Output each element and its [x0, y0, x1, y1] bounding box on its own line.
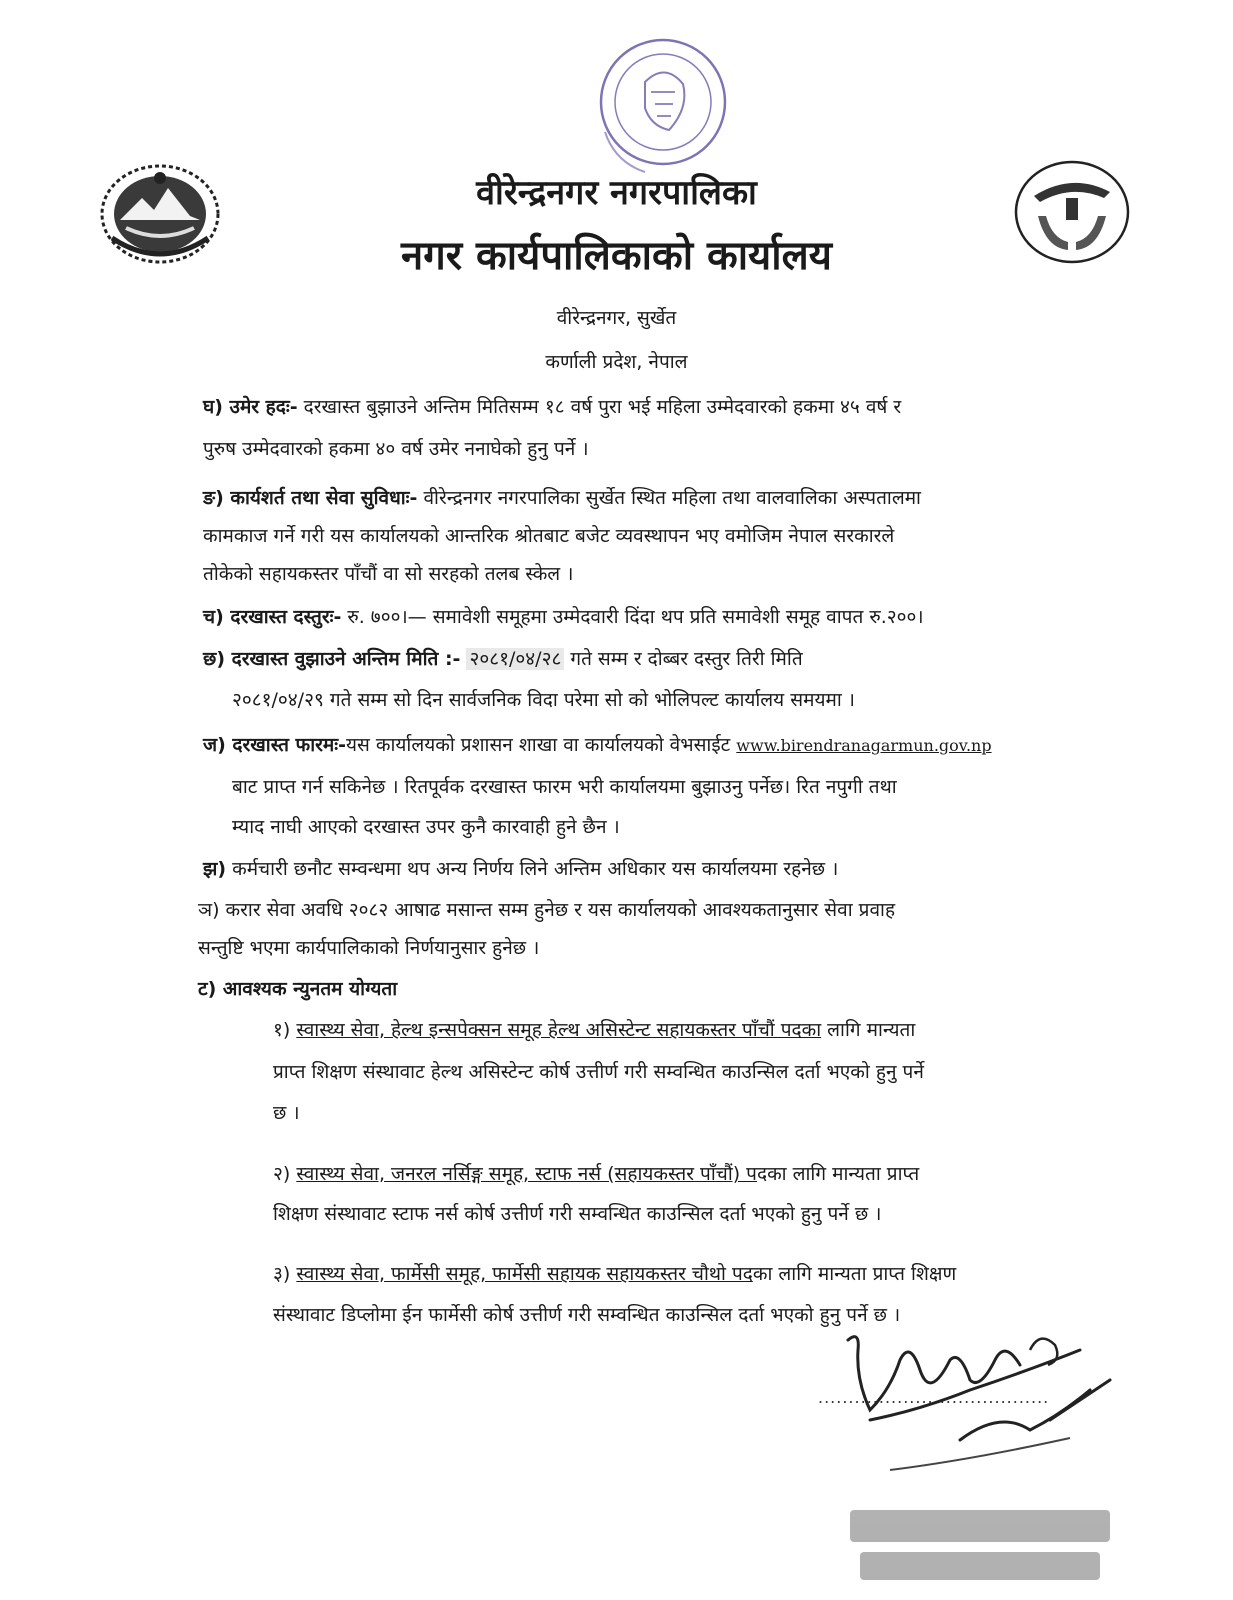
form-line-3: म्याद नाघी आएको दरखास्त उपर कुनै कारवाही हुने छैन । [232, 816, 620, 838]
office-name: नगर कार्यपालिकाको कार्यालय [401, 233, 832, 279]
authority-label: झ) [203, 858, 227, 880]
address-province: कर्णाली प्रदेश, नेपाल [545, 351, 688, 373]
authority-line: झ) कर्मचारी छनौट सम्वन्धमा थप अन्य निर्णय लिने अन्तिम अधिकार यस कार्यालयमा रहनेछ । [203, 858, 839, 880]
official-name-stamp [850, 1510, 1110, 1580]
qualification-item-3-line-2: संस्थावाट डिप्लोमा ईन फार्मेसी कोर्ष उत्तीर्ण गरी सम्वन्धित काउन्सिल दर्ता भएको हुनु पर्ने छ । [273, 1304, 901, 1326]
age-limit-label: घ) उमेर हदः- [203, 396, 298, 418]
terms-line-3: तोकेको सहायकस्तर पाँचौं वा सो सरहको तलब स्केल । [203, 563, 574, 585]
qualification-item-1-line-1: १) स्वास्थ्य सेवा, हेल्थ इन्सपेक्सन समूह हेल्थ असिस्टेन्ट सहायकस्तर पाँचौं पदका लागि मान्यता [273, 1019, 916, 1041]
deadline-line-2: २०८१/०४/२९ गते सम्म सो दिन सार्वजनिक विदा परेमा सो को भोलिपल्ट कार्यालय समयमा । [232, 689, 855, 711]
website-link[interactable]: www.birendranagarmun.gov.np [736, 736, 992, 755]
qualification-item-2-line-1: २) स्वास्थ्य सेवा, जनरल नर्सिङ्ग समूह, स्टाफ नर्स (सहायकस्तर पाँचौं) पदका लागि मान्यता प्राप्त [273, 1163, 920, 1185]
qualification-item-1-post: स्वास्थ्य सेवा, हेल्थ इन्सपेक्सन समूह हेल्थ असिस्टेन्ट सहायकस्तर पाँचौं पदका [296, 1019, 822, 1041]
qualification-item-3-line-1: ३) स्वास्थ्य सेवा, फार्मेसी समूह, फार्मेसी सहायक सहायकस्तर चौथो पदका लागि मान्यता प्राप्त शिक्षण [273, 1263, 957, 1285]
contract-line-2: सन्तुष्टि भएमा कार्यपालिकाको निर्णयानुसार हुनेछ । [198, 937, 540, 959]
address-city: वीरेन्द्रनगर, सुर्खेत [556, 307, 677, 329]
deadline-label: छ) दरखास्त वुझाउने अन्तिम मिति :- [203, 648, 461, 670]
qualification-item-1-line-3: छ । [273, 1102, 300, 1124]
qualification-label: ट) आवश्यक न्युनतम योग्यता [198, 978, 398, 1000]
qualification-item-2-line-2: शिक्षण संस्थावाट स्टाफ नर्स कोर्ष उत्तीर्ण गरी सम्वन्धित काउन्सिल दर्ता भएको हुनु पर्ने छ । [273, 1203, 882, 1225]
terms-line-2: कामकाज गर्ने गरी यस कार्यालयको आन्तरिक श्रोतबाट बजेट व्यवस्थापन भए वमोजिम नेपाल सरकारले [203, 525, 895, 547]
form-label: ज) दरखास्त फारमः- [203, 734, 346, 756]
deadline-line-1: छ) दरखास्त वुझाउने अन्तिम मिति :- २०८१/०४/२८ गते सम्म र दोब्बर दस्तुर तिरी मिति [203, 648, 803, 670]
qualification-item-1-line-2: प्राप्त शिक्षण संस्थावाट हेल्थ असिस्टेन्ट कोर्ष उत्तीर्ण गरी सम्वन्धित काउन्सिल दर्ता भएको हुनु पर्ने [273, 1061, 924, 1083]
contract-line-1: ञ) करार सेवा अवधि २०८२ आषाढ मसान्त सम्म हुनेछ र यस कार्यालयको आवश्यकतानुसार सेवा प्रवाह [198, 899, 896, 921]
deadline-date: २०८१/०४/२८ [466, 648, 564, 670]
age-limit-line-1: घ) उमेर हदः- दरखास्त बुझाउने अन्तिम मितिसम्म १८ वर्ष पुरा भई महिला उम्मेदवारको हकमा ४५ वर्ष र [203, 396, 902, 418]
age-limit-line-2: पुरुष उम्मेदवारको हकमा ४० वर्ष उमेर ननाघेको हुनु पर्ने । [203, 438, 589, 460]
municipality-name: वीरेन्द्रनगर नगरपालिका [476, 173, 757, 213]
handwritten-signature [830, 1320, 1130, 1600]
office-stamp [585, 22, 735, 182]
qualification-item-2-post: स्वास्थ्य सेवा, जनरल नर्सिङ्ग समूह, स्टाफ नर्स (सहायकस्तर पाँचौं) प [296, 1163, 757, 1185]
qualification-item-3-post: स्वास्थ्य सेवा, फार्मेसी समूह, फार्मेसी सहायक सहायकस्तर चौथो पद [296, 1263, 753, 1285]
form-line-1: ज) दरखास्त फारमः-यस कार्यालयको प्रशासन शाखा वा कार्यालयको वेभसाईट www.birendranagarmun.gov.np [203, 734, 992, 756]
fee-line: च) दरखास्त दस्तुरः- रु. ७००।— समावेशी समूहमा उम्मेदवारी दिंदा थप प्रति समावेशी समूह वापत रु.२००। [203, 606, 924, 628]
terms-label: ङ) कार्यशर्त तथा सेवा सुविधाः- [203, 487, 418, 509]
fee-label: च) दरखास्त दस्तुरः- [203, 606, 342, 628]
terms-line-1: ङ) कार्यशर्त तथा सेवा सुविधाः- वीरेन्द्रनगर नगरपालिका सुर्खेत स्थित महिला तथा वालवालिका अस्पतालमा [203, 487, 921, 509]
signature-line: ...................................... [818, 1388, 1050, 1407]
form-line-2: बाट प्राप्त गर्न सकिनेछ । रितपूर्वक दरखास्त फारम भरी कार्यालयमा बुझाउनु पर्नेछ। रित नपुगी तथा [232, 776, 897, 798]
